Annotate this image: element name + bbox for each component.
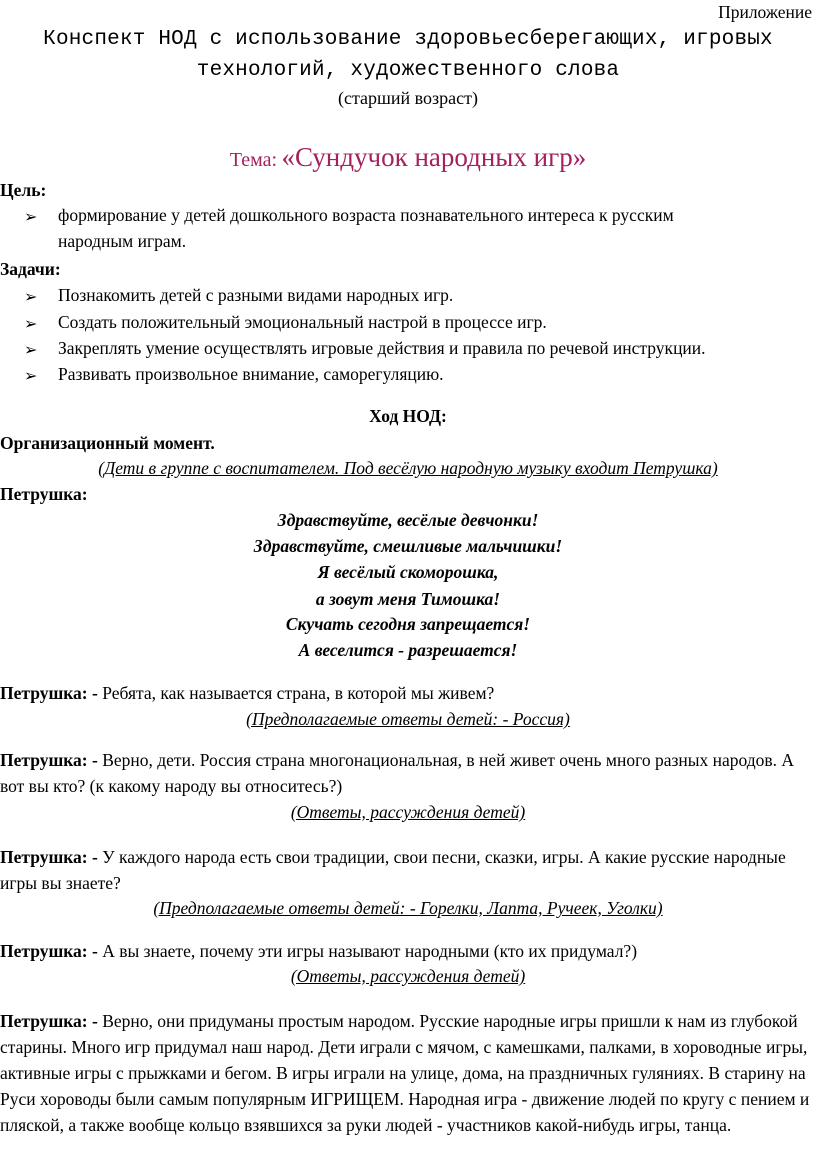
poem-line: Здравствуйте, смешливые мальчишки! (253, 536, 563, 556)
dialogue-line (0, 1008, 812, 1138)
speaker-label: Петрушка: - (0, 941, 103, 961)
task-item-text: Закреплять умение осуществлять игровые действия и правила по речевой инструкции. (58, 338, 706, 358)
document-title-line-1: Конспект НОД с использование здоровьесберегающих, игровых (43, 28, 773, 51)
task-item-text: Развивать произвольное внимание, саморегуляцию. (58, 364, 444, 384)
poem-line: А веселится - разрешается! (298, 640, 518, 660)
poem-line: Я весёлый скоморошка, (317, 562, 499, 582)
poem-line: Скучать сегодня запрещается! (285, 614, 531, 634)
dialogue-text: А вы знаете, почему эти игры называют народными (кто их придумал?) (102, 941, 638, 961)
org-moment-heading: Организационный момент. (0, 433, 215, 453)
document-title-line-2: технологий, художественного слова (196, 59, 620, 82)
dialogue-text: Верно, дети. Россия страна многонациональная, в ней живет очень много разных народов. А вот вы кто? (к какому народу вы относитесь?) (0, 750, 795, 796)
theme-heading (0, 142, 816, 173)
task-item-text: Познакомить детей с разными видами народных игр. (58, 285, 454, 305)
arrow-bullet-icon: ➢ (24, 207, 38, 226)
tasks-heading: Задачи: (0, 259, 61, 279)
speaker-label: Петрушка: (0, 484, 88, 504)
goal-heading: Цель: (0, 180, 47, 200)
task-item-text: Создать положительный эмоциональный настрой в процессе игр. (58, 312, 547, 332)
arrow-bullet-icon: ➢ (24, 366, 38, 385)
dialogue-line (0, 680, 812, 706)
arrow-bullet-icon: ➢ (24, 287, 38, 306)
speaker-label: Петрушка: - (0, 847, 103, 867)
dialogue-line (0, 747, 812, 799)
arrow-bullet-icon: ➢ (24, 314, 38, 333)
speaker-label: Петрушка: - (0, 750, 103, 770)
speaker-label: Петрушка: - (0, 683, 103, 703)
dialogue-line (0, 844, 812, 896)
theme-title: «Сундучок народных игр» (281, 142, 587, 172)
poem-line: Здравствуйте, весёлые девчонки! (277, 510, 539, 530)
dialogue-line (0, 938, 812, 964)
poem-line: а зовут меня Тимошка! (315, 589, 501, 609)
speaker-label: Петрушка: - (0, 1011, 103, 1031)
goal-item-line-2: народным играм. (58, 231, 187, 251)
theme-label: Тема: (229, 149, 278, 171)
dialogue-text: Верно, они придуманы простым народом. Русские народные игры пришли к нам из глубокой старины. Много игр придумал наш народ. Дети играли с мячом, с камешками, палками, в хороводные игры, активные игры с прыжками и бегом. В игры играли на улице, дома, на праздничных гуляниях. В старину на Руси хороводы были самым популярным ИГРИЩЕМ. Народная игра - движение людей по кругу с пением и пляской, а также вообще кольцо взявшихся за руки людей - участников какой-нибудь игры, танца. (0, 1011, 810, 1135)
arrow-bullet-icon: ➢ (24, 340, 38, 359)
age-group: (старший возраст) (337, 88, 478, 108)
dialogue-text: Ребята, как называется страна, в которой мы живем? (102, 683, 495, 703)
children-response: (Ответы, рассуждения детей) (290, 966, 526, 986)
children-response: (Предполагаемые ответы детей: - Россия) (246, 709, 570, 729)
dialogue-text: У каждого народа есть свои традиции, свои песни, сказки, игры. А какие русские народные игры вы знаете? (0, 847, 786, 893)
course-heading: Ход НОД: (369, 406, 447, 426)
children-response: (Предполагаемые ответы детей: - Горелки, Лапта, Ручеек, Уголки) (153, 898, 663, 918)
goal-item-line-1: формирование у детей дошкольного возраста познавательного интереса к русским (58, 205, 674, 225)
appendix-label: Приложение (718, 2, 812, 22)
stage-note: (Дети в группе с воспитателем. Под весёлую народную музыку входит Петрушка) (98, 458, 718, 478)
children-response: (Ответы, рассуждения детей) (290, 802, 526, 822)
